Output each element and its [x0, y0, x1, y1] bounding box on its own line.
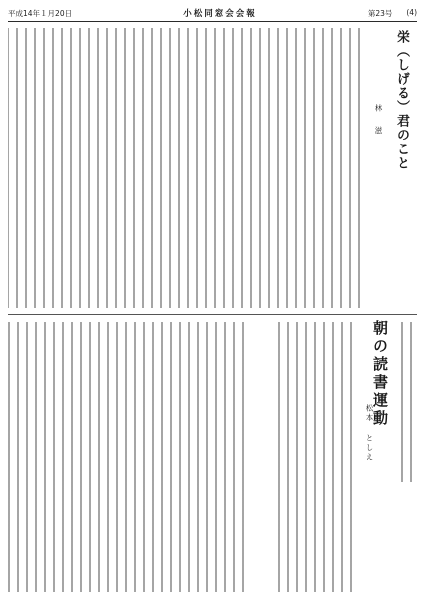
header-rule [8, 21, 417, 22]
issue-number: 第23号 [367, 8, 393, 18]
article-author: 松本 としえ [365, 404, 374, 463]
section-divider [8, 314, 417, 315]
page-number: (4) [406, 7, 417, 17]
issue-date: 平成14年１月20日 [8, 8, 73, 18]
masthead [8, 6, 417, 20]
newsletter-title: 小松同窓会会報 [183, 9, 257, 19]
article-heading: 栄（しげる）君のこと [394, 30, 409, 170]
article-body-columns [8, 28, 364, 308]
article-body-columns [276, 322, 356, 592]
article-body-columns [8, 322, 248, 592]
article-heading: 朝の読書運動 [371, 320, 389, 428]
article-author: 林 滋 [374, 104, 383, 137]
article-body-columns [398, 322, 416, 482]
